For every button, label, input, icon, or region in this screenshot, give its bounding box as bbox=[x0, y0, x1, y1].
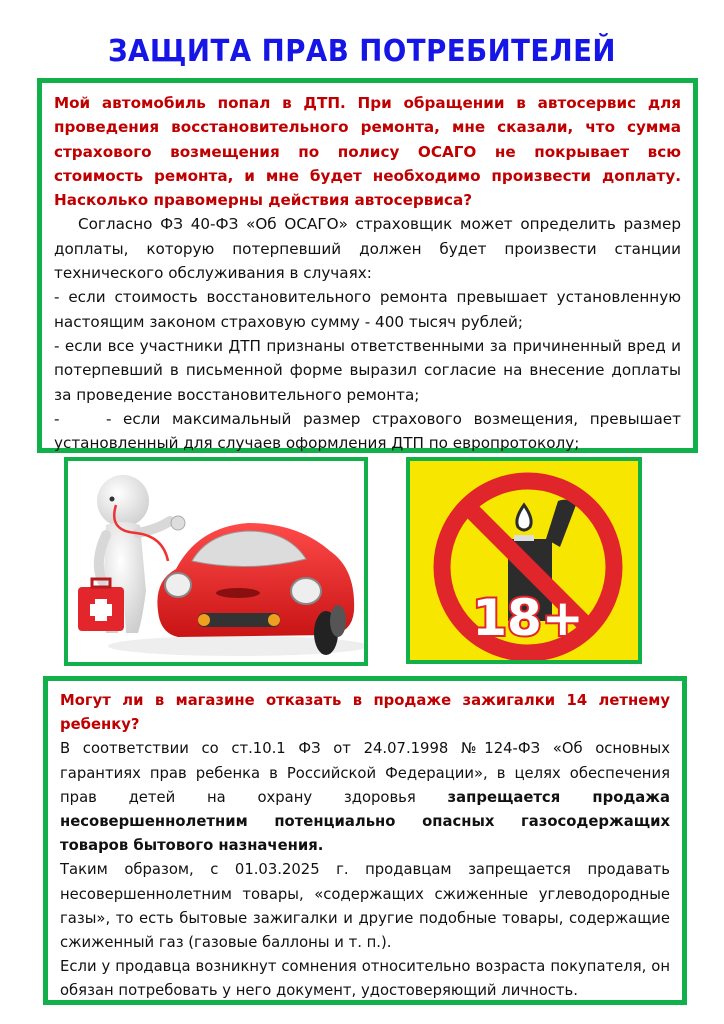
lighter-question: Могут ли в магазине отказать в продаже зажигалки 14 летнему ребенку? bbox=[60, 692, 670, 734]
lighter-law-text: В соответствии со ст.10.1 ФЗ от 24.07.1998 №124-ФЗ «Об основных гарантиях прав ребенка в Российской Федерации», в целях обеспечения прав детей на охрану здоровья bbox=[60, 740, 670, 806]
page-title: ЗАЩИТА ПРАВ ПОТРЕБИТЕЛЕЙ bbox=[107, 34, 616, 69]
osago-question: Мой автомобиль попал в ДТП. При обращении в автосервис для проведения восстановительного ремонта, мне сказали, что сумма страхового возмещения по полису ОСАГО не покрывает всю стоимость ремонта, и мне будет необходимо произвести доплату. Насколько правомерны действия автосервиса? bbox=[54, 94, 681, 210]
lighter-law-prohibition: запрещается продажа несовершеннолетним потенциально опасных газосодержащих товаров бытового назначения. bbox=[60, 788, 671, 855]
lighter-law-paragraph bbox=[60, 737, 670, 858]
osago-intro: Согласно ФЗ 40-ФЗ «Об ОСАГО» страховщик может определить размер доплаты, которую потерпевший должен будет произвести станции технического обслуживания в случаях: bbox=[54, 215, 681, 283]
osago-case-3: - - если максимальный размер страхового возмещения, превышает установленный для случаев оформления ДТП по европротоколу; bbox=[54, 409, 686, 453]
no-lighter-sign-illustration bbox=[410, 461, 638, 660]
lighter-id-requirement: Если у продавца возникнут сомнения относительно возраста покупателя, он обязан потребовать у него документ, удостоверяющий личность. bbox=[60, 958, 670, 1000]
osago-section bbox=[37, 78, 698, 453]
lighter-section bbox=[43, 676, 687, 1005]
age-limit-label: 18+ bbox=[472, 589, 584, 647]
osago-case-1: - если стоимость восстановительного ремонта превышает установленную настоящим законом страховую сумму - 400 тысяч рублей; bbox=[54, 288, 681, 331]
no-lighter-18-sign bbox=[406, 457, 642, 664]
car-doctor-image bbox=[64, 457, 368, 666]
car-doctor-illustration bbox=[68, 461, 364, 662]
lighter-conclusion: Таким образом, с 01.03.2025 г. продавцам запрещается продавать несовершеннолетним товары, «содержащих сжиженные углеводородные газы», то есть бытовые зажигалки и другие подобные товары, содержащие сжиженный газ (газовые баллоны и т. п.). bbox=[60, 861, 670, 952]
osago-case-2: - если все участники ДТП признаны ответственными за причиненный вред и потерпевший в письменной форме выразил согласие на внесение доплаты за проведение восстановительного ремонта; bbox=[54, 336, 681, 404]
